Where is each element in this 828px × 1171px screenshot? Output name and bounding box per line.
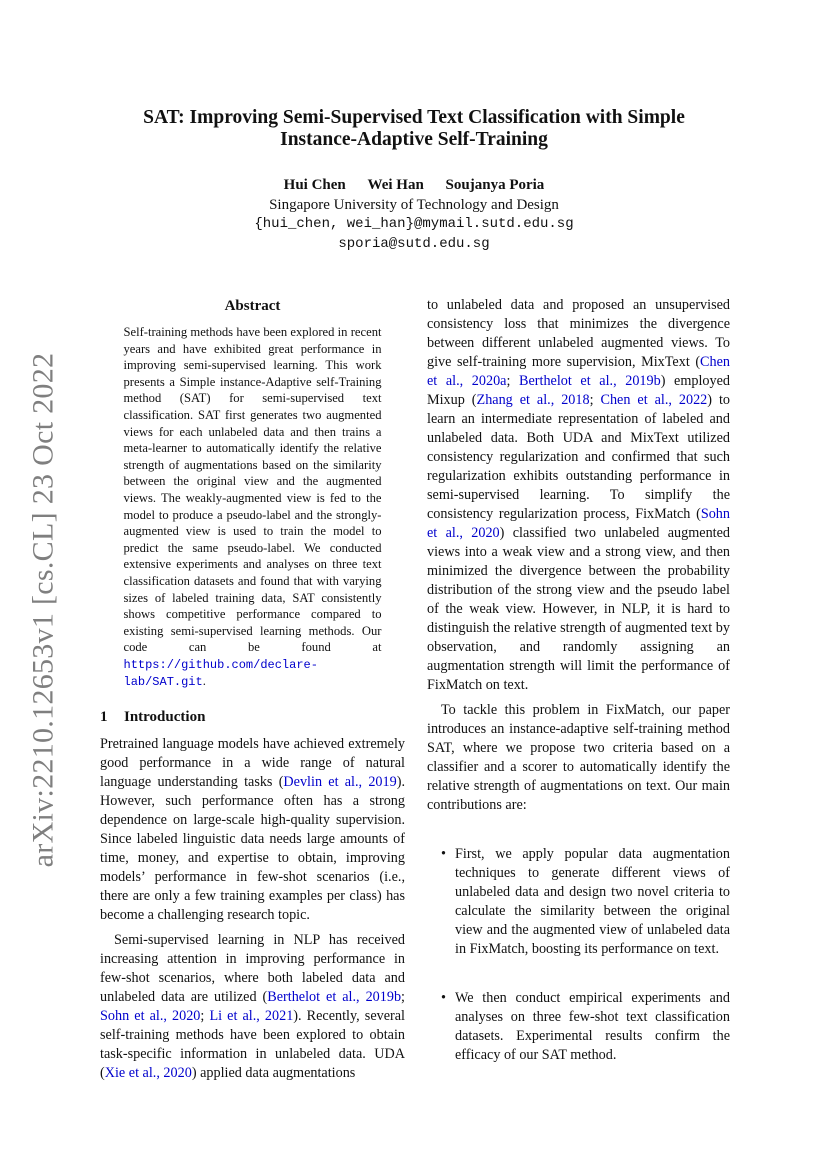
list-item-text: We then conduct empirical experiments and analyses on three few-shot text classification datasets. Experimental results confirm the efficacy of our SAT method. <box>455 990 730 1063</box>
citation-link[interactable]: Sohn et al., 2020 <box>427 506 730 541</box>
citation-link[interactable]: Berthelot et al., 2019b <box>267 989 402 1006</box>
text-run: ) applied data augmentations <box>191 1065 356 1082</box>
text-run: ) to learn an intermediate representation of labeled and unlabeled data. Both UDA and MixText utilized consistency regularization and confirmed that such regularization exhibits outstanding performance in semi-supervised learning. To simplify the consistency regularization process, FixMatch ( <box>427 392 730 522</box>
section-heading-introduction <box>100 707 405 727</box>
intro-paragraph-1 <box>100 735 405 925</box>
citation-link[interactable]: Sohn et al., 2020 <box>100 1008 201 1025</box>
author-affiliation: Singapore University of Technology and Design <box>269 196 559 213</box>
section-title: Introduction <box>124 709 206 726</box>
right-paragraph-2: To tackle this problem in FixMatch, our paper introduces an instance-adaptive self-training method SAT, where we propose two criteria based on a classifier and a scorer to automatically identify the relative strength of augmentations on text. Our main contributions are: <box>427 702 730 813</box>
bullet-icon: • <box>441 990 446 1006</box>
citation-link[interactable]: Devlin et al., 2019 <box>283 774 397 791</box>
text-run: ). However, such performance often has a strong dependence on large-scale high-quality supervision. Since labeled linguistic data needs large amounts of time, money, and expertise to obtain, improving models’ performance in few-shot scenarios (i.e., there are only a few training examples per class) has become a challenging research topic. <box>100 774 405 924</box>
code-link[interactable]: https://github.com/declare-lab/SAT.git <box>123 657 318 690</box>
text-run: Pretrained language models have achieved extremely good performance in a wide range of natural language understanding tasks ( <box>100 736 405 791</box>
right-paragraph-1 <box>427 296 730 695</box>
text-run: ). Recently, several self-training methods have been explored to obtain task-specific information in unlabeled data. UDA ( <box>100 1008 405 1082</box>
bullet-icon: • <box>441 846 446 862</box>
text-run: ; <box>506 373 520 389</box>
text-run: ) classified two unlabeled augmented views into a weak view and a strong view, and then minimized the divergence between the probability distribution of the strong view and the pseudo label of the weak view. However, in NLP, it is hard to distinguish the relative strength of augmented text by observation, and randomly assigning an augmentation strength will limit the performance of FixMatch on text. <box>427 525 730 693</box>
citation-link[interactable]: Xie et al., 2020 <box>104 1065 192 1082</box>
right-column <box>427 296 730 1095</box>
list-item <box>427 989 730 1065</box>
author-name-2: Wei Han <box>367 177 424 193</box>
text-run: Semi-supervised learning in NLP has received increasing attention in improving performance in few-shot scenarios, where both labeled data and unlabeled data are utilized ( <box>100 932 405 1006</box>
paper-title <box>100 107 728 151</box>
intro-paragraph-2 <box>100 931 405 1083</box>
text-run: to unlabeled data and proposed an unsupervised consistency loss that minimizes the divergence between different unlabeled augmented views. To give self-training more supervision, MixText ( <box>427 297 730 370</box>
contributions-list <box>427 845 730 1065</box>
text-run: ) employed Mixup ( <box>427 373 730 408</box>
title-line-1: SAT: Improving Semi-Supervised Text Classification with Simple <box>143 107 685 128</box>
citation-link[interactable]: Chen et al., 2020a <box>427 354 730 389</box>
author-names <box>100 176 728 196</box>
abstract-end: . <box>202 674 206 689</box>
abstract-heading: Abstract <box>224 298 281 314</box>
author-name-3: Soujanya Poria <box>445 177 545 193</box>
list-item-text: First, we apply popular data augmentation techniques to generate different views of unlabeled data and design two novel criteria to calculate the similarity between the original view and the augmented view of unlabeled data in FixMatch, boosting its performance on text. <box>455 846 730 957</box>
abstract-text: Self-training methods have been explored in recent years and have exhibited great performance in improving semi-supervised learning. This work presents a Simple instance-Adaptive self-Training method (SAT) for semi-supervised text classification. SAT first generates two augmented views for each unlabeled data and then trains a meta-learner to automatically identify the relative strength of augmentations based on the similarity between the original view and the augmented views. The weakly-augmented view is fed to the model to produce a pseudo-label and the strongly-augmented view is used to train the model to predict the same pseudo-label. We conducted extensive experiments and analyses on three text classification datasets and found that with varying sizes of labeled training data, SAT consistently shows competitive performance compared to existing semi-supervised learning methods. Our code can be found at <box>123 325 382 655</box>
text-run: ; <box>401 989 405 1006</box>
author-email-1: {hui_chen, wei_han}@mymail.sutd.edu.sg <box>254 216 574 232</box>
author-name-1: Hui Chen <box>283 177 346 193</box>
abstract-body <box>124 324 382 691</box>
author-block <box>100 176 728 254</box>
list-item <box>427 845 730 959</box>
citation-link[interactable]: Li et al., 2021 <box>209 1008 294 1025</box>
left-column <box>100 296 405 1083</box>
title-line-2: Instance-Adaptive Self-Training <box>280 129 548 150</box>
arxiv-identifier-text: arXiv:2210.12653v1 [cs.CL] 23 Oct 2022 <box>26 352 60 868</box>
text-run: ; <box>589 392 601 408</box>
author-email-2: sporia@sutd.edu.sg <box>338 235 490 252</box>
arxiv-identifier-stamp <box>26 352 60 868</box>
section-number: 1 <box>100 709 108 726</box>
citation-link[interactable]: Chen et al., 2022 <box>600 392 708 408</box>
citation-link[interactable]: Zhang et al., 2018 <box>476 392 590 408</box>
citation-link[interactable]: Berthelot et al., 2019b <box>519 373 661 389</box>
text-run: ; <box>200 1008 210 1025</box>
